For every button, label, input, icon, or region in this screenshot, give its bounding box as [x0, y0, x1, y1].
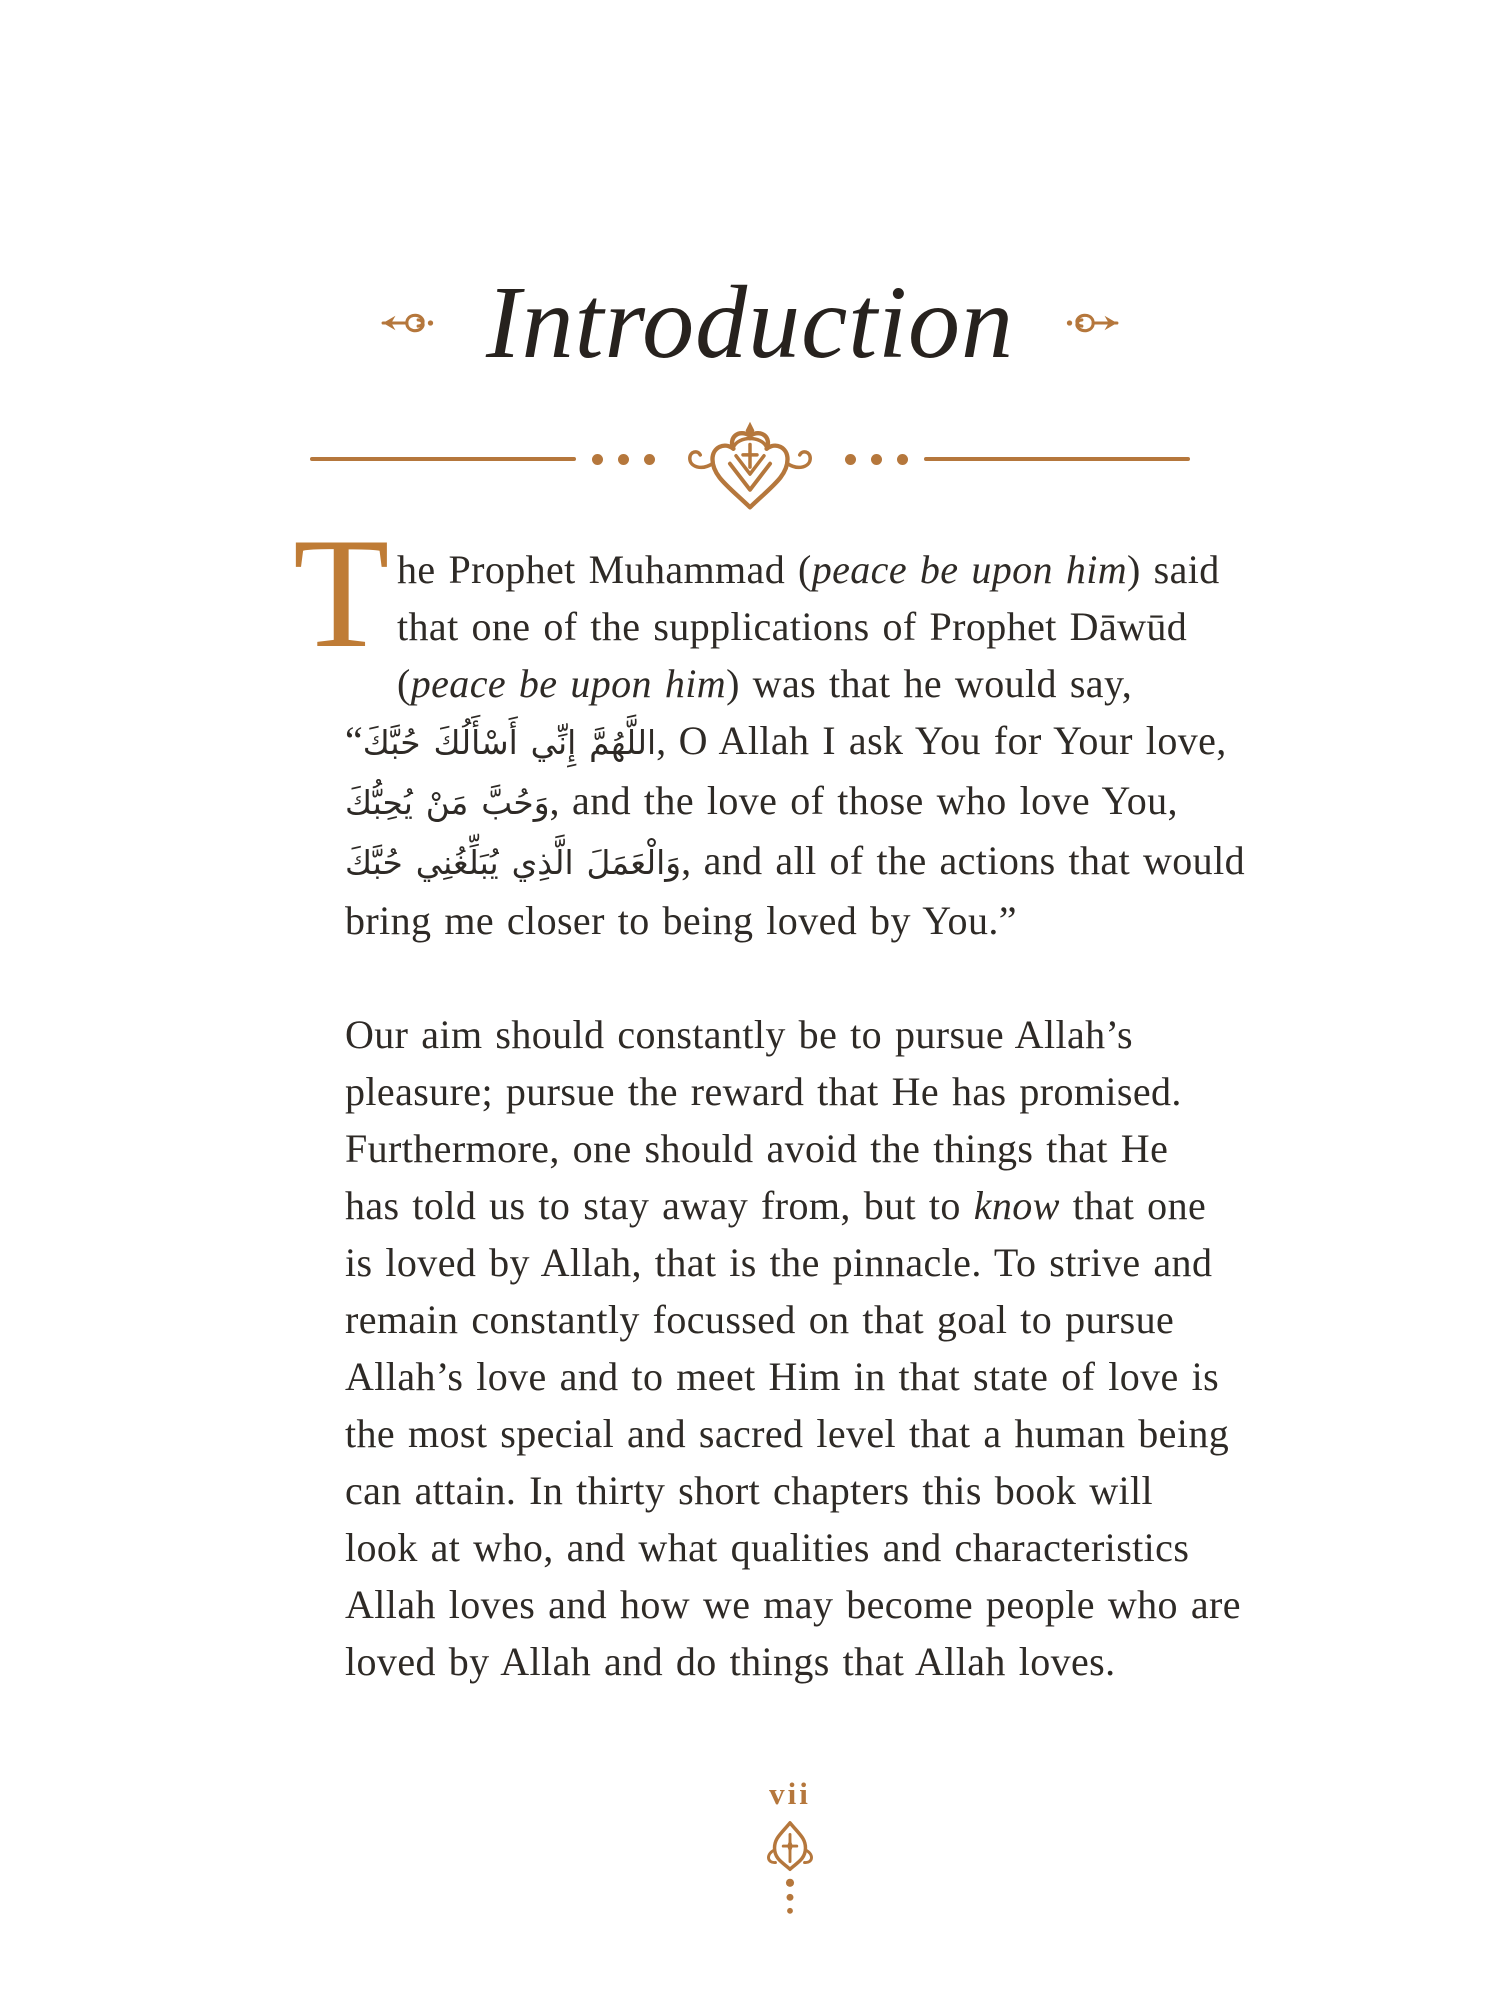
arrow-heart-flourish-right-icon [1052, 304, 1120, 342]
heart-lotus-ornament-icon [675, 420, 825, 516]
text-line: has told us to stay away from, but to know that one [345, 1183, 1207, 1229]
paragraph-1 [293, 506, 1245, 949]
text-column [293, 506, 1245, 1690]
text-line: bring me closer to being loved by You.” [345, 898, 1017, 944]
divider-rule-right [924, 457, 1190, 461]
ornamental-divider [310, 411, 1190, 507]
divider-dots-right [845, 454, 908, 465]
text-line: “اللَّهُمَّ إِنِّي أَسْأَلُكَ حُبَّكَ, O Allah I ask You for Your love, [345, 718, 1227, 764]
arrow-heart-flourish-left-icon [380, 304, 448, 342]
text-line: Allah loves and how we may become people who are [345, 1582, 1241, 1628]
text-line: Furthermore, one should avoid the things that He [345, 1126, 1169, 1172]
paragraph-2-lines [345, 1006, 1241, 1690]
bud-finial-ornament-icon [761, 1818, 819, 1936]
text-line: the most special and sacred level that a human being [345, 1411, 1230, 1457]
paragraph-1-lines [345, 541, 1245, 949]
text-line: remain constantly focussed on that goal to pursue [345, 1297, 1175, 1343]
text-line: (peace be upon him) was that he would say, [397, 661, 1133, 707]
paragraph-2 [345, 1006, 1241, 1690]
chapter-title-row [0, 265, 1500, 380]
page-footer [345, 1776, 1235, 1936]
divider-rule-left [310, 457, 576, 461]
text-line: look at who, and what qualities and characteristics [345, 1525, 1190, 1571]
text-line: is loved by Allah, that is the pinnacle. To strive and [345, 1240, 1213, 1286]
text-line: can attain. In thirty short chapters this book will [345, 1468, 1154, 1514]
dropcap-letter: T [293, 506, 390, 682]
text-line: pleasure; pursue the reward that He has promised. [345, 1069, 1182, 1115]
text-line: loved by Allah and do things that Allah loves. [345, 1639, 1116, 1685]
page-number: vii [769, 1776, 811, 1812]
text-line: وَالْعَمَلَ الَّذِي يُبَلِّغُنِي حُبَّكَ, and all of the actions that would [345, 838, 1245, 884]
text-line: Our aim should constantly be to pursue Allah’s [345, 1012, 1134, 1058]
text-line: that one of the supplications of Prophet Dāwūd [397, 604, 1188, 650]
page-title: Introduction [485, 265, 1015, 380]
text-line: وَحُبَّ مَنْ يُحِبُّكَ, and the love of those who love You, [345, 778, 1178, 824]
text-line: he Prophet Muhammad (peace be upon him) said [397, 547, 1220, 593]
divider-dots-left [592, 454, 655, 465]
text-line: Allah’s love and to meet Him in that state of love is [345, 1354, 1220, 1400]
